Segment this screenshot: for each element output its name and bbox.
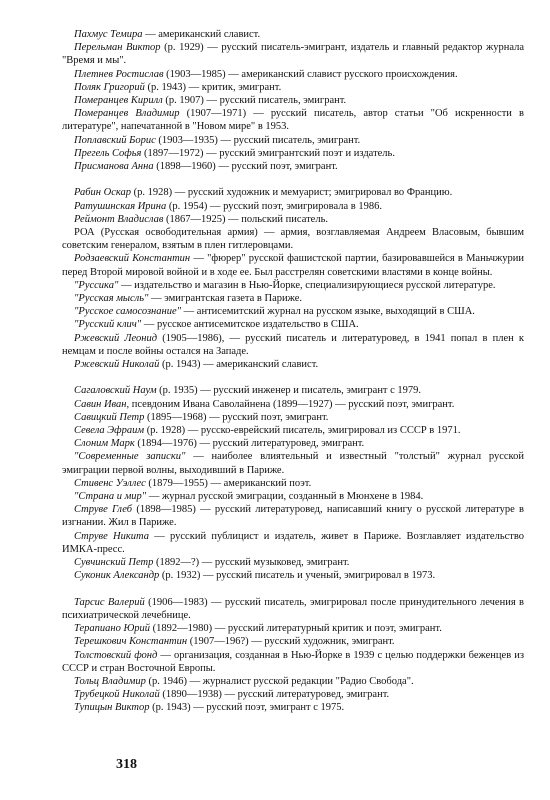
entry-description: (1894—1976) — русский литературовед, эмигрант. — [134, 438, 365, 450]
entry-name: Ржевский Леонид — [74, 332, 158, 344]
entry-name: Поляк Григорий — [74, 81, 145, 93]
entry-description: (р. 1907) — русский писатель, эмигрант. — [162, 95, 347, 107]
entry-description: — русский публицист и издатель, живет в Париже. Возглавляет издательство ИМКА-пресс. — [62, 530, 524, 555]
entry-description: (1892—1980) — русский литературный критик и поэт, эмигрант. — [150, 623, 442, 635]
entry-description: — журнал русской эмиграции, созданный в Мюнхене в 1984. — [146, 491, 424, 503]
entry-name: "Русская мысль" — [74, 293, 149, 305]
glossary-entry — [62, 556, 524, 569]
glossary-entry — [62, 160, 524, 173]
entry-name: "Страна и мир" — [74, 491, 147, 503]
section-gap — [62, 371, 524, 384]
glossary-entry — [62, 675, 524, 688]
entry-name: Померанцев Владимир — [74, 108, 180, 120]
entry-name: Померанцев Кирилл — [74, 95, 163, 107]
glossary-entry — [62, 530, 524, 556]
glossary-entry — [62, 107, 524, 133]
entry-name: Стивенс Уэллес — [74, 477, 146, 489]
glossary-entry — [62, 411, 524, 424]
glossary-entry — [62, 649, 524, 675]
entry-name: Перельман Виктор — [74, 42, 161, 54]
entry-description: (р. 1943) — американский славист. — [159, 359, 319, 371]
entry-description: (1907—1971) — русский писатель, автор статьи "Об искренности в литературе", напечатанной в "Новом мире" в 1953. — [62, 108, 524, 133]
entry-name: Тупицын Виктор — [74, 702, 150, 714]
glossary-entry — [62, 450, 524, 476]
glossary-entry — [62, 134, 524, 147]
entry-description: псевдоним Ивана Саволайнена (1899—1927) — русский поэт, эмигрант. — [129, 398, 455, 410]
entry-name: Присманова Анна — [74, 161, 154, 173]
entry-description: (р. 1943) — русский поэт, эмигрант с 1975. — [149, 702, 345, 714]
entry-description: (1892—?) — русский музыковед, эмигрант. — [153, 557, 350, 569]
glossary-entry — [62, 622, 524, 635]
entry-name: Прегель Софья — [74, 147, 142, 159]
entry-name: Севела Эфраим — [74, 425, 145, 437]
entry-name: Пахмус Темира — [74, 29, 143, 40]
entry-description: (1898—1960) — русский поэт, эмигрант. — [153, 161, 338, 173]
entry-description: — русское антисемитское издательство в США. — [141, 319, 359, 331]
glossary-entry — [62, 200, 524, 213]
entry-description: (р. 1954) — русский поэт, эмигрировала в 1986. — [166, 200, 382, 212]
glossary-entry — [62, 41, 524, 67]
entry-name: Родзаевский Константин — [74, 253, 191, 265]
entry-description: (1903—1985) — американский славист русского происхождения. — [163, 68, 458, 80]
glossary-entry — [62, 252, 524, 278]
entry-description: — наиболее влиятельный и известный "толстый" журнал русской эмиграции первой волны, выходивший в Париже. — [62, 451, 524, 476]
entry-name: Сувчинский Петр — [74, 557, 154, 569]
entry-name: "Русский клич" — [74, 319, 142, 331]
entry-name: Слоним Марк — [74, 438, 135, 450]
entry-description: (1903—1935) — русский писатель, эмигрант. — [155, 134, 361, 146]
glossary-entry — [62, 635, 524, 648]
glossary-entry — [62, 81, 524, 94]
entry-name: Сагаловский Наум — [74, 385, 157, 397]
entry-description: — антисемитский журнал на русском языке, выходящий в США. — [181, 306, 475, 318]
entry-name: Ратушинская Ирина — [74, 200, 167, 212]
glossary-entry — [62, 332, 524, 358]
entry-name: Тольц Владимир — [74, 675, 146, 687]
entry-name: Плетнев Ростислав — [74, 68, 164, 80]
entry-name: Тарсис Валерий — [74, 596, 145, 608]
glossary-entry — [62, 279, 524, 292]
entry-name: "Русское самосознание" — [74, 306, 182, 318]
entry-description: — эмигрантская газета в Париже. — [148, 293, 303, 305]
entry-description: (р. 1935) — русский инженер и писатель, эмигрант с 1979. — [156, 385, 422, 397]
glossary-entry — [62, 94, 524, 107]
entry-name: Струве Никита — [74, 530, 149, 542]
glossary-entry — [62, 477, 524, 490]
entry-name: Суконик Александр — [74, 570, 160, 582]
entry-description: (1895—1968) — русский поэт, эмигрант. — [144, 411, 329, 423]
entry-name: "Руссика" — [74, 279, 119, 291]
entry-name: Терапиано Юрий — [74, 623, 151, 635]
glossary-entry — [62, 569, 524, 582]
entry-description: (1907—196?) — русский художник, эмигрант. — [187, 636, 395, 648]
entry-description: (р. 1946) — журналист русской редакции "Радио Свобода". — [145, 675, 414, 687]
glossary-entry — [62, 503, 524, 529]
glossary-entry — [62, 226, 524, 252]
entry-name: Рабин Оскар — [74, 187, 132, 199]
entry-description: — организация, созданная в Нью-Йорке в 1939 с целью поддержки беженцев из СССР и стран Восточной Европы. — [62, 649, 524, 674]
glossary-entry — [62, 186, 524, 199]
entry-name: Трубецкой Николай — [74, 689, 160, 701]
glossary-entry — [62, 358, 524, 371]
glossary-entry — [62, 28, 524, 41]
entry-description: (р. 1943) — критик, эмигрант. — [144, 81, 282, 93]
entry-description: (1898—1985) — русский литературовед, написавший книгу о русской литературе в изгнании. Жил в Париже. — [62, 504, 524, 529]
entry-description: (1879—1955) — американский поэт. — [145, 477, 312, 489]
glossary-entry — [62, 292, 524, 305]
section-gap — [62, 173, 524, 186]
entry-description: (1890—1938) — русский литературовед, эмигрант. — [159, 689, 390, 701]
glossary-entry — [62, 68, 524, 81]
glossary-entry — [62, 437, 524, 450]
entry-description: — издательство и магазин в Нью-Йорке, специализирующиеся русской литературе. — [118, 279, 496, 291]
glossary-entry — [62, 147, 524, 160]
entry-description: (1897—1972) — русский эмигрантский поэт и издатель. — [141, 147, 395, 159]
entry-name: Поплавский Борис — [74, 134, 156, 146]
glossary-entry — [62, 213, 524, 226]
entry-name: Ржевский Николай — [74, 359, 160, 371]
entry-description: (1867—1925) — польский писатель. — [163, 213, 328, 225]
glossary-entry — [62, 688, 524, 701]
entry-description: (р. 1928) — русско-еврейский писатель, эмигрировал из СССР в 1971. — [144, 425, 461, 437]
entry-name: Савицкий Петр — [74, 411, 145, 423]
entry-description: РОА (Русская освободительная армия) — армия, возглавляемая Андреем Власовым, бывшим советским генералом, взятым в плен гитлеровцами. — [62, 227, 524, 252]
entry-name: Терешкович Константин — [74, 636, 188, 648]
entry-name: Реймонт Владислав — [74, 213, 164, 225]
entry-name: "Современные записки" — [74, 451, 186, 463]
entry-description: (1906—1983) — русский писатель, эмигрировал после принудительного лечения в психиатрической лечебнице. — [62, 596, 524, 621]
glossary-entry — [62, 384, 524, 397]
glossary-entry — [62, 424, 524, 437]
glossary-entry — [62, 596, 524, 622]
entry-name: Толстовский фонд — [74, 649, 158, 661]
section-gap — [62, 583, 524, 596]
glossary-content — [62, 28, 524, 715]
entry-description: (р. 1929) — русский писатель-эмигрант, издатель и главный редактор журнала "Время и мы". — [62, 42, 524, 67]
page-number: 318 — [116, 757, 137, 772]
glossary-entry — [62, 490, 524, 503]
glossary-entry — [62, 305, 524, 318]
glossary-entry — [62, 318, 524, 331]
entry-description: — американский славист. — [142, 29, 261, 40]
glossary-entry — [62, 398, 524, 411]
entry-name: Савин Иван, — [74, 398, 130, 410]
glossary-entry — [62, 701, 524, 714]
entry-description: — "фюрер" русской фашистской партии, базировавшейся в Маньчжурии перед Второй мировой войной и в ходе ее. Был расстрелян советскими властями в конце войны. — [62, 253, 524, 278]
entry-description: (р. 1932) — русский писатель и ученый, эмигрировал в 1973. — [159, 570, 436, 582]
entry-description: (р. 1928) — русский художник и мемуарист; эмигрировал во Францию. — [131, 187, 453, 199]
entry-description: (1905—1986), — русский писатель и литературовед, в 1941 попал в плен к немцам и после войны остался на Западе. — [62, 332, 524, 357]
entry-name: Струве Глеб — [74, 504, 133, 516]
